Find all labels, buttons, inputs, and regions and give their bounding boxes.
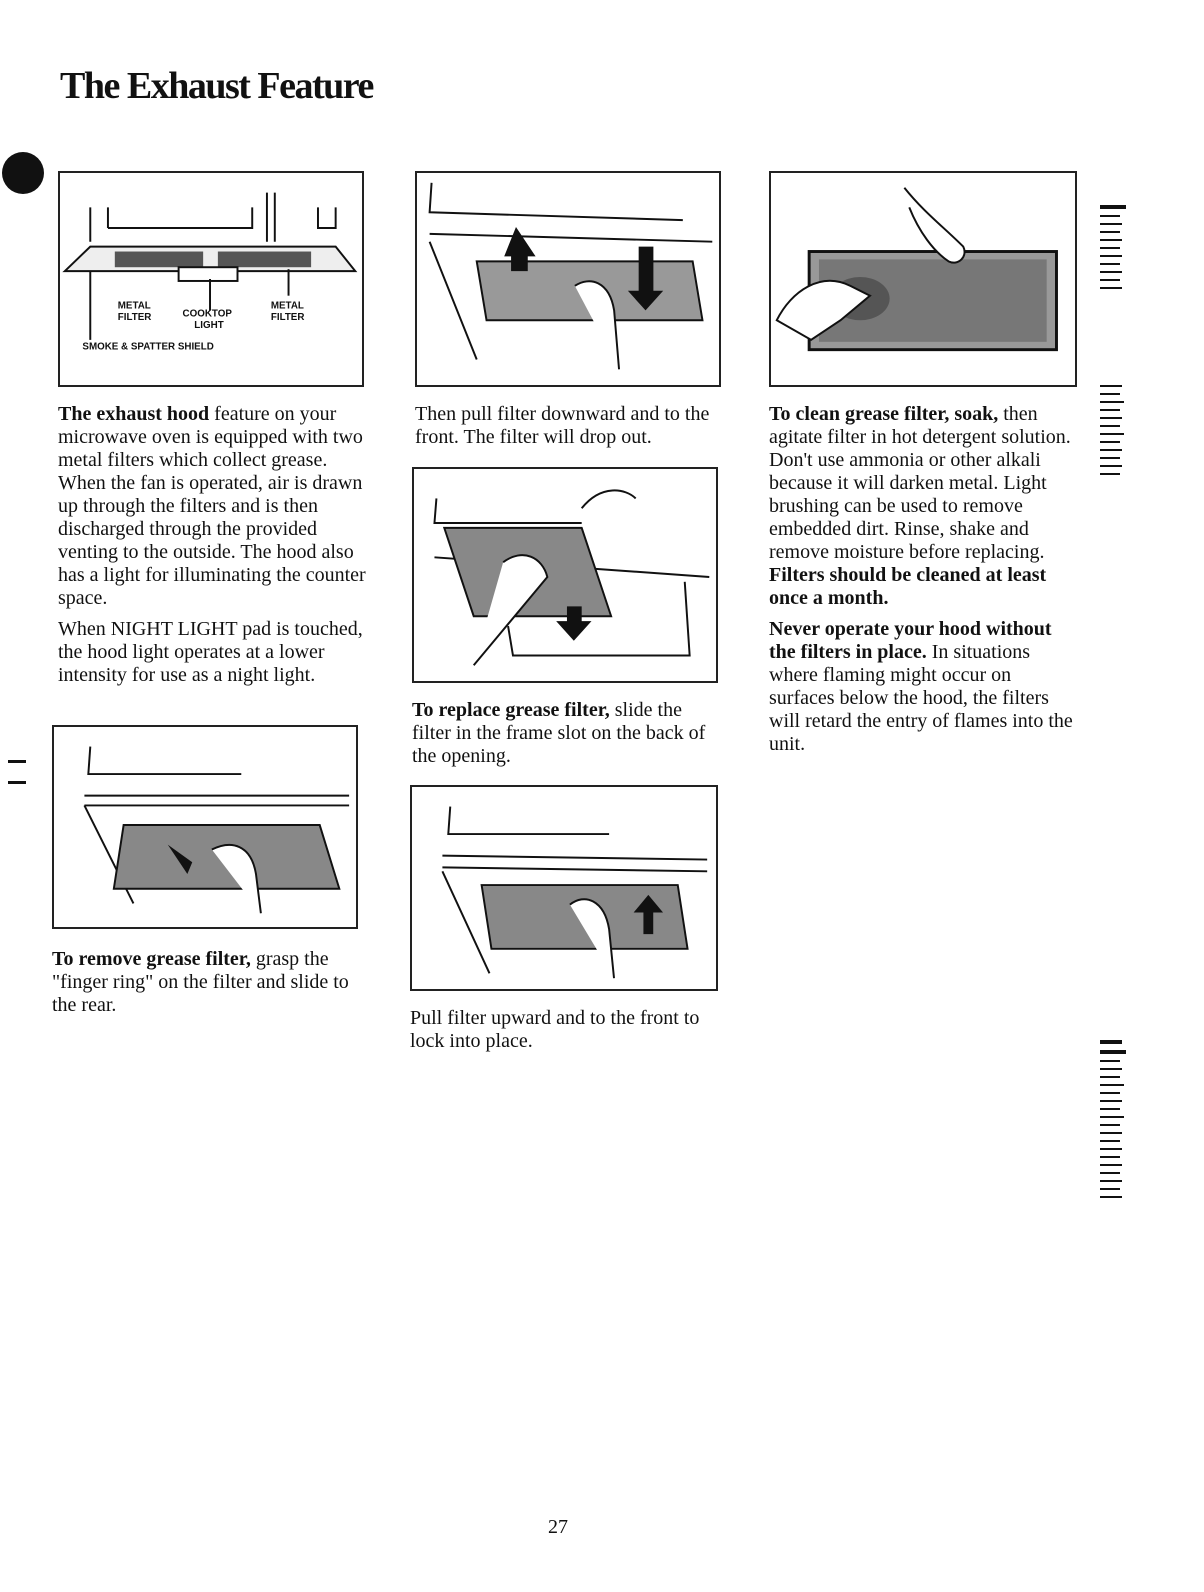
replace-filter-caption xyxy=(412,699,712,776)
clean-monthly-bold: Filters should be cleaned at least once a month. xyxy=(769,564,1047,609)
clean-filter-illustration xyxy=(771,173,1075,385)
label-cooktop-light-1: COOKTOP xyxy=(182,308,232,320)
clean-bold: To clean grease filter, soak, xyxy=(769,403,999,425)
col3-body xyxy=(769,403,1079,764)
page-title: The Exhaust Feature xyxy=(60,65,373,107)
label-cooktop-light-2: LIGHT xyxy=(194,320,224,332)
clean-paragraph xyxy=(769,403,1079,610)
replace-filter-illustration xyxy=(414,469,716,681)
remove-caption-bold: To remove grease filter, xyxy=(52,948,251,970)
label-metal-filter-left-2: FILTER xyxy=(117,312,152,324)
night-light-paragraph: When NIGHT LIGHT pad is touched, the hood light operates at a lower intensity for use as a night light. xyxy=(58,618,363,686)
col2-text1: Then pull filter downward and to the front. The filter will drop out. xyxy=(415,403,710,448)
remove-caption-rest: grasp the "finger ring" on the filter and slide to the rear. xyxy=(52,948,349,1016)
col1-body xyxy=(58,403,368,695)
pull-down-illustration xyxy=(417,173,719,385)
warning-paragraph xyxy=(769,618,1079,756)
lock-filter-caption: Pull filter upward and to the front to lock into place. xyxy=(410,1007,700,1052)
figure-pull-filter-down xyxy=(415,171,721,387)
label-metal-filter-left-1: METAL xyxy=(117,300,151,312)
warning-bold: Never operate your hood without the filters in place. xyxy=(769,618,1052,663)
figure-lock-filter xyxy=(410,785,718,991)
intro-bold: The exhaust hood xyxy=(58,403,210,425)
edge-marks-mid xyxy=(1100,385,1124,481)
margin-dot xyxy=(2,152,44,194)
label-metal-filter-right-2: FILTER xyxy=(270,312,305,324)
lock-filter-illustration xyxy=(412,787,716,989)
clean-rest: then agitate filter in hot detergent solution. Don't use ammonia or other alkali because it will darken metal. Light brushing can be used to remove embedded dirt. Rinse, shake and remove moisture before replacing. xyxy=(769,403,1071,563)
remove-filter-caption xyxy=(52,948,362,1025)
figure-remove-filter xyxy=(52,725,358,929)
figure-replace-filter xyxy=(412,467,718,683)
label-smoke-shield: SMOKE & SPATTER SHIELD xyxy=(82,341,214,353)
page-number: 27 xyxy=(548,1516,568,1538)
intro-rest: feature on your microwave oven is equipped with two metal filters which collect grease. When the fan is operated, air is drawn up through the filters and is then discharged through the provided venting to the outside. The hood also has a light for illuminating the counter space. xyxy=(58,403,366,609)
edge-marks-top xyxy=(1100,205,1124,295)
warning-rest: In situations where flaming might occur on surfaces below the hood, the filters will retard the entry of flames into the unit. xyxy=(769,641,1073,755)
intro-paragraph xyxy=(58,403,368,610)
replace-caption-rest: slide the filter in the frame slot on the back of the opening. xyxy=(412,699,706,767)
remove-filter-illustration xyxy=(54,727,356,927)
figure-clean-filter xyxy=(769,171,1077,387)
label-metal-filter-right-1: METAL xyxy=(270,300,304,312)
edge-marks-bottom xyxy=(1100,1040,1124,1204)
figure-hood-overview xyxy=(58,171,364,387)
edge-marks-left xyxy=(8,760,28,790)
hood-overview-illustration xyxy=(60,173,362,385)
replace-caption-bold: To replace grease filter, xyxy=(412,699,610,721)
